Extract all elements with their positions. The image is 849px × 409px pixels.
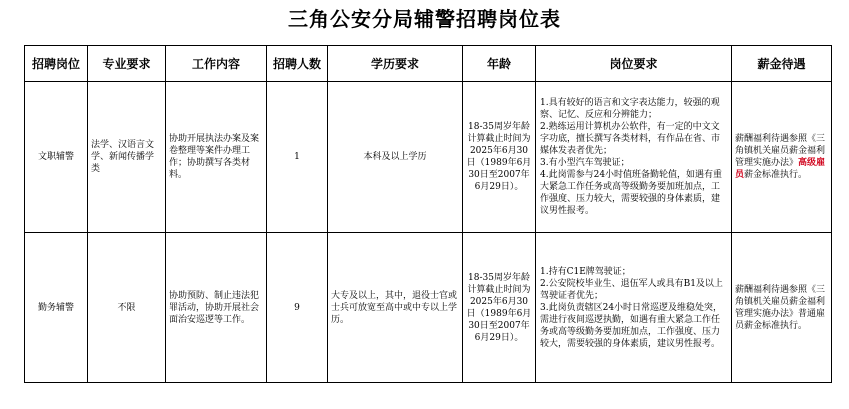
cell-requirements [536,233,732,383]
requirement-item: 3.有小型汽车驾驶证； [540,158,630,168]
requirement-item: 2.熟练运用计算机办公软件，有一定的中文文字功底，擅长撰写各类材料，有作品在省、市媒体发表者优先； [540,122,721,156]
requirement-item: 3.此岗负责辖区24小时日常巡逻及维稳处突，需进行夜间巡逻执勤，如遇有重大紧急工作任务或高等级勤务要加班加点，工作强度、压力较大，需要较强的身体素质，建议男性报考。 [540,302,723,349]
salary-text-end: 薪金标准执行。 [744,170,808,180]
cell-requirements [536,82,732,233]
header-requirements: 岗位要求 [536,46,732,82]
cell-major: 不限 [88,233,166,383]
cell-count: 9 [267,233,328,383]
header-salary: 薪金待遇 [732,46,832,82]
header-age: 年龄 [463,46,536,82]
page-title: 三角公安分局辅警招聘岗位表 [288,7,561,31]
cell-education: 本科及以上学历 [328,82,463,233]
table-row [25,82,832,233]
cell-major: 法学、汉语言文学、新闻传播学类 [88,82,166,233]
requirement-item: 1.持有C1E牌驾驶证； [540,266,631,277]
cell-education: 大专及以上，其中，退役士官或士兵可放宽至高中或中专以上学历。 [328,233,463,383]
cell-work: 协助预防、制止违法犯罪活动，协助开展社会面治安巡逻等工作。 [166,233,267,383]
header-major: 专业要求 [88,46,166,82]
header-education: 学历要求 [328,46,463,82]
cell-work: 协助开展执法办案及案卷整理等案件办理工作；协助撰写各类材料。 [166,82,267,233]
cell-age: 18-35周岁年龄计算截止时间为2025年6月30日（1989年6月30日至2007年6月29日）。 [463,233,536,383]
cell-salary [732,82,832,233]
cell-count: 1 [267,82,328,233]
header-post: 招聘岗位 [25,46,88,82]
requirement-item: 4.此岗需参与24小时值班备勤轮值，如遇有重大紧急工作任务或高等级勤务要加班加点，工作强度、压力较大，需要较强的身体素质，建议男性报考。 [540,170,723,216]
salary-highlight: 高级雇员 [735,158,826,180]
recruitment-table [24,45,832,383]
cell-salary: 薪酬福利待遇参照《三角镇机关雇员薪金福利管理实施办法》普通雇员薪金标准执行。 [732,233,832,383]
cell-post: 文职辅警 [25,82,88,233]
header-count: 招聘人数 [267,46,328,82]
salary-text: 薪酬福利待遇参照《三角镇机关雇员薪金福利管理实施办法》 [735,134,826,168]
table-row [25,233,832,383]
header-work: 工作内容 [166,46,267,82]
cell-post: 勤务辅警 [25,233,88,383]
requirement-item: 1.具有较好的语言和文字表达能力，较强的观察、记忆、反应和分辨能力； [540,98,720,120]
cell-age: 18-35周岁年龄计算截止时间为2025年6月30日（1989年6月30日至2007年6月29日）。 [463,82,536,233]
table-header-row [25,46,832,82]
requirement-item: 2.公安院校毕业生、退伍军人或具有B1及以上驾驶证者优先； [540,278,723,301]
